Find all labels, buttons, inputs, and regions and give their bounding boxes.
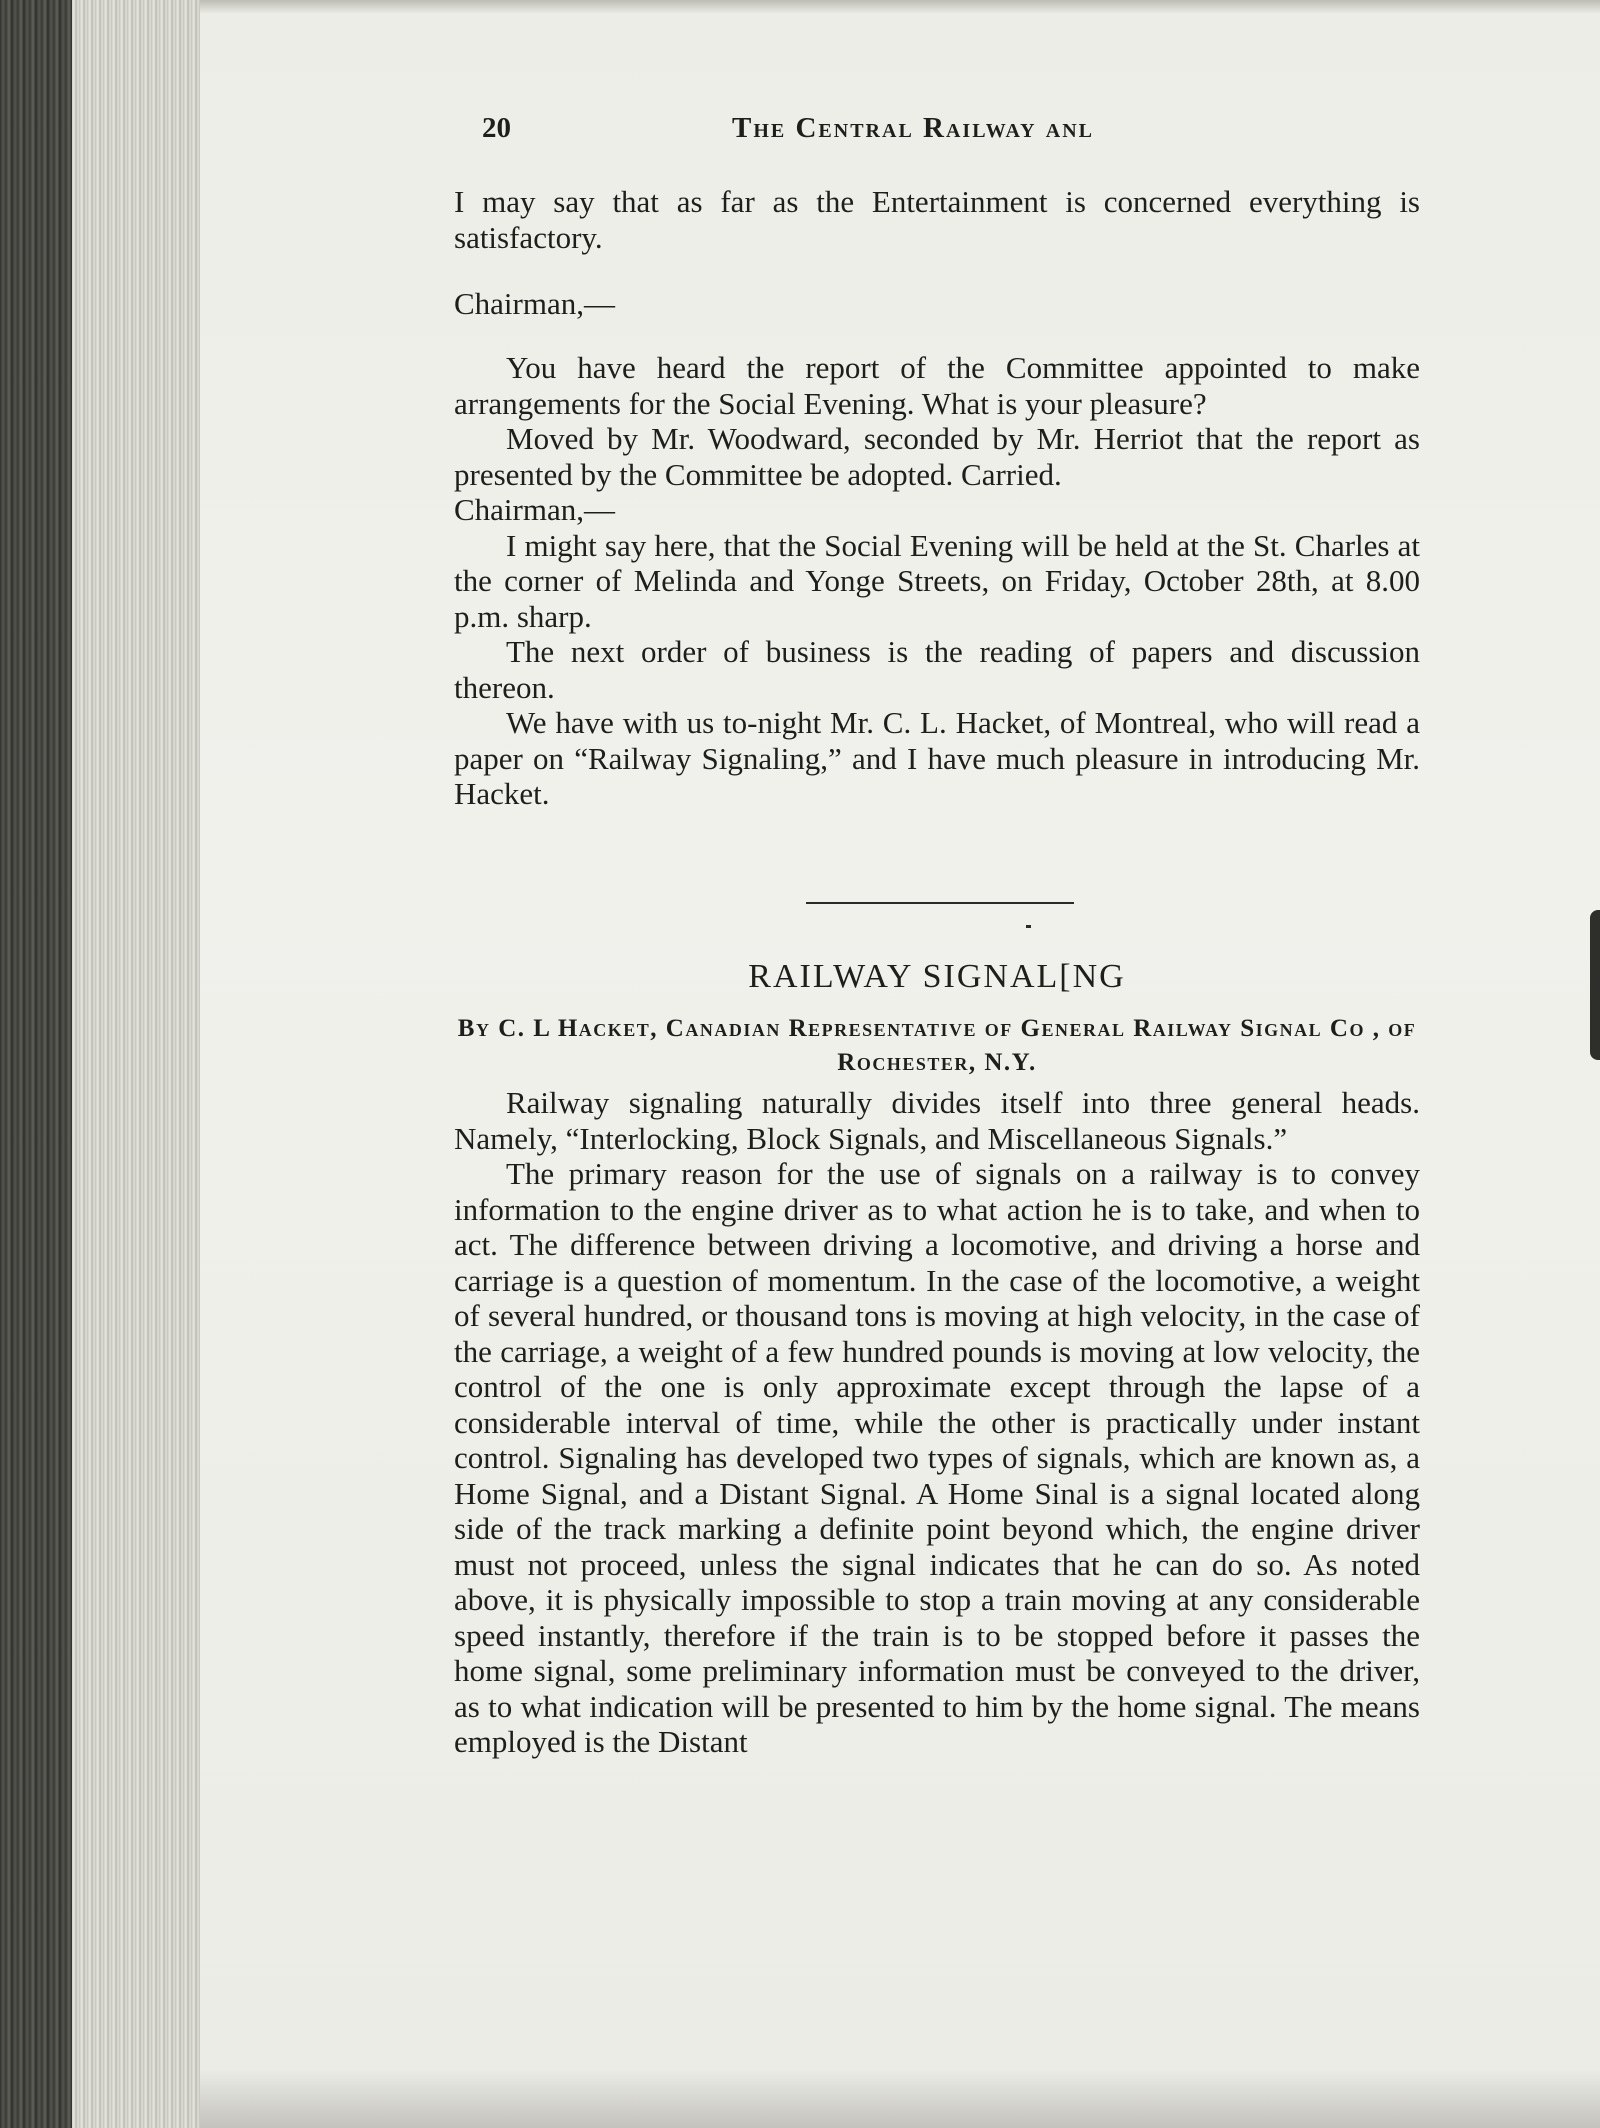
page-edges [72, 0, 212, 2128]
divider-dot [1026, 925, 1031, 928]
intro-paragraph [454, 184, 1420, 255]
paragraph-report: You have heard the report of the Committee appointed to make arrangements for the Social Evening. What is your pleasure? [454, 350, 1420, 421]
article-title: RAILWAY SIGNAL[NG [748, 958, 1126, 995]
page-top-shadow [200, 0, 1600, 14]
paragraph-next-order: The next order of business is the reading of papers and discussion thereon. [454, 634, 1420, 705]
paragraph-introduction: We have with us to-night Mr. C. L. Hacket, of Montreal, who will read a paper on “Railway Signaling,” and I have much pleasure in introducing Mr. Hacket. [454, 705, 1420, 811]
paragraph-motion: Moved by Mr. Woodward, seconded by Mr. Herriot that the report as presented by the Committee be adopted. Carried. [454, 421, 1420, 492]
running-head [482, 112, 1422, 152]
article-paragraph-2: The primary reason for the use of signals on a railway is to convey information to the engine driver as to what action he is to take, and when to act. The difference between driving a locomotive, and driving a horse and carriage is a question of momentum. In the case of the locomotive, a weight of several hundred, or thousand tons is moving at high velocity, in the case of the carriage, a weight of a few hundred pounds is moving at low velocity, the control of the one is only approximate except through the lapse of a considerable interval of time, while the other is practically under instant control. Signaling has developed two types of signals, which are known as, a Home Signal, and a Distant Signal. A Home Sinal is a signal located along side of the track marking a definite point beyond which, the engine driver must not proceed, unless the signal indicates that he can do so. As noted above, it is physically impossible to stop a train moving at any considerable speed instantly, therefore if the train is to be stopped before it passes the home signal, some preliminary information must be conveyed to the driver, as to what indication will be presented to him by the home signal. The means employed is the Distant [454, 1156, 1420, 1759]
minutes-paragraphs [454, 350, 1420, 812]
page-number: 20 [482, 112, 511, 144]
article-paragraph-1: Railway signaling naturally divides itself into three general heads. Namely, “Interlocking, Block Signals, and Miscellaneous Signals.” [454, 1085, 1420, 1156]
chairman-heading: Chairman,— [454, 286, 615, 321]
page-bottom-shadow [200, 2068, 1600, 2128]
article-byline: By C. L Hacket, Canadian Representative of General Railway Signal Co , of Rochester, N.Y. [457, 1015, 1417, 1076]
book-spine [0, 0, 72, 2128]
paragraph-social-evening: I might say here, that the Social Evening will be held at the St. Charles at the corner of Melinda and Yonge Streets, on Friday, October 28th, at 8.00 p.m. sharp. [454, 527, 1420, 634]
intro-text: I may say that as far as the Entertainment is concerned everything is satisfactory. [454, 184, 1420, 255]
section-divider [806, 902, 1074, 904]
journal-title: The Central Railway anl [732, 112, 1095, 144]
page-clip-mark [1590, 910, 1600, 1060]
article-body [454, 1085, 1420, 1760]
paragraph-chairman: Chairman,— [454, 492, 615, 527]
